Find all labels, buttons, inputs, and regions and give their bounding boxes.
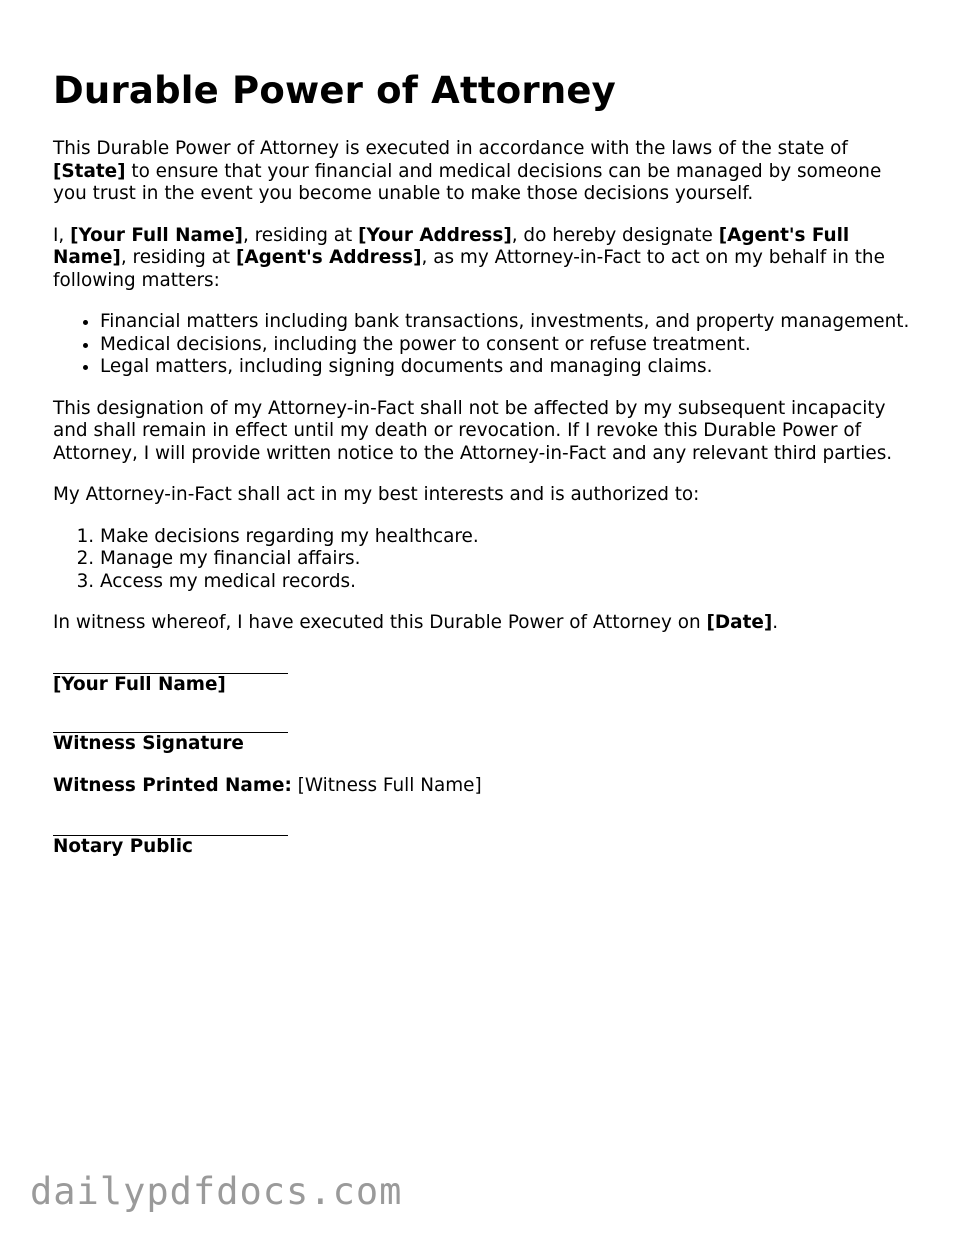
principal-signature-line — [53, 656, 288, 674]
witness-signature-line — [53, 715, 288, 733]
witness-signature-label: Witness Signature — [53, 733, 244, 754]
list-item: • Financial matters including bank transactions, investments, and property management. — [100, 311, 913, 334]
witness-printed-label: Witness Printed Name: — [53, 774, 292, 796]
designation-text-2: , residing at — [242, 224, 359, 246]
authorities-list — [53, 526, 913, 594]
designation-text-1: I, — [53, 224, 71, 246]
intro-text-1: This Durable Power of Attorney is executed in accordance with the laws of the state of — [53, 138, 848, 159]
designation-text-5: , as my Attorney-in-Fact to act on my behalf in the following matters: — [53, 247, 885, 291]
matters-list — [53, 311, 913, 379]
notary-signature-line — [53, 818, 288, 836]
state-placeholder: [State] — [53, 160, 126, 182]
date-placeholder: [Date] — [706, 612, 773, 633]
intro-paragraph — [53, 138, 913, 206]
witness-clause — [53, 612, 913, 635]
intro-text-2: to ensure that your financial and medical decisions can be managed by someone you trust in the event you become unable to make those decisions yourself. — [53, 160, 882, 204]
agent-name-placeholder: [Agent's Full Name] — [53, 224, 850, 268]
witness-printed-value: [Witness Full Name] — [291, 774, 482, 796]
designation-text-4: , residing at — [120, 247, 236, 268]
watermark: dailypdfdocs.com — [30, 1170, 403, 1213]
authority-intro: My Attorney-in-Fact shall act in my best interests and is authorized to: — [53, 484, 700, 505]
designation-paragraph — [53, 225, 913, 293]
designation-text-3: , do hereby designate — [511, 224, 719, 246]
notary-signature-label: Notary Public — [53, 836, 193, 857]
witness-printed-name — [53, 775, 913, 798]
list-item: • Legal matters, including signing documents and managing claims. — [100, 356, 913, 379]
your-name-placeholder: [Your Full Name] — [70, 224, 243, 246]
witness-clause-text-2: . — [772, 612, 779, 633]
list-item: 3. Access my medical records. — [100, 571, 913, 594]
durability-paragraph: This designation of my Attorney-in-Fact shall not be affected by my subsequent incapacity and shall remain in effect until my death or revocation. If I revoke this Durable Power of Attorney, I will provide written notice to the Attorney-in-Fact and any relevant third parties. — [53, 397, 893, 464]
agent-address-placeholder: [Agent's Address] — [235, 247, 422, 268]
principal-signature-label: [Your Full Name] — [53, 673, 226, 695]
list-item: • Medical decisions, including the power to consent or refuse treatment. — [100, 334, 913, 357]
document-body — [53, 138, 913, 878]
witness-clause-text-1: In witness whereof, I have executed this Durable Power of Attorney on — [53, 612, 707, 633]
your-address-placeholder: [Your Address] — [358, 224, 512, 246]
list-item: 2. Manage my financial affairs. — [100, 548, 913, 571]
signature-block — [53, 656, 913, 859]
list-item: 1. Make decisions regarding my healthcare. — [100, 526, 913, 549]
document-title: Durable Power of Attorney — [53, 69, 616, 112]
